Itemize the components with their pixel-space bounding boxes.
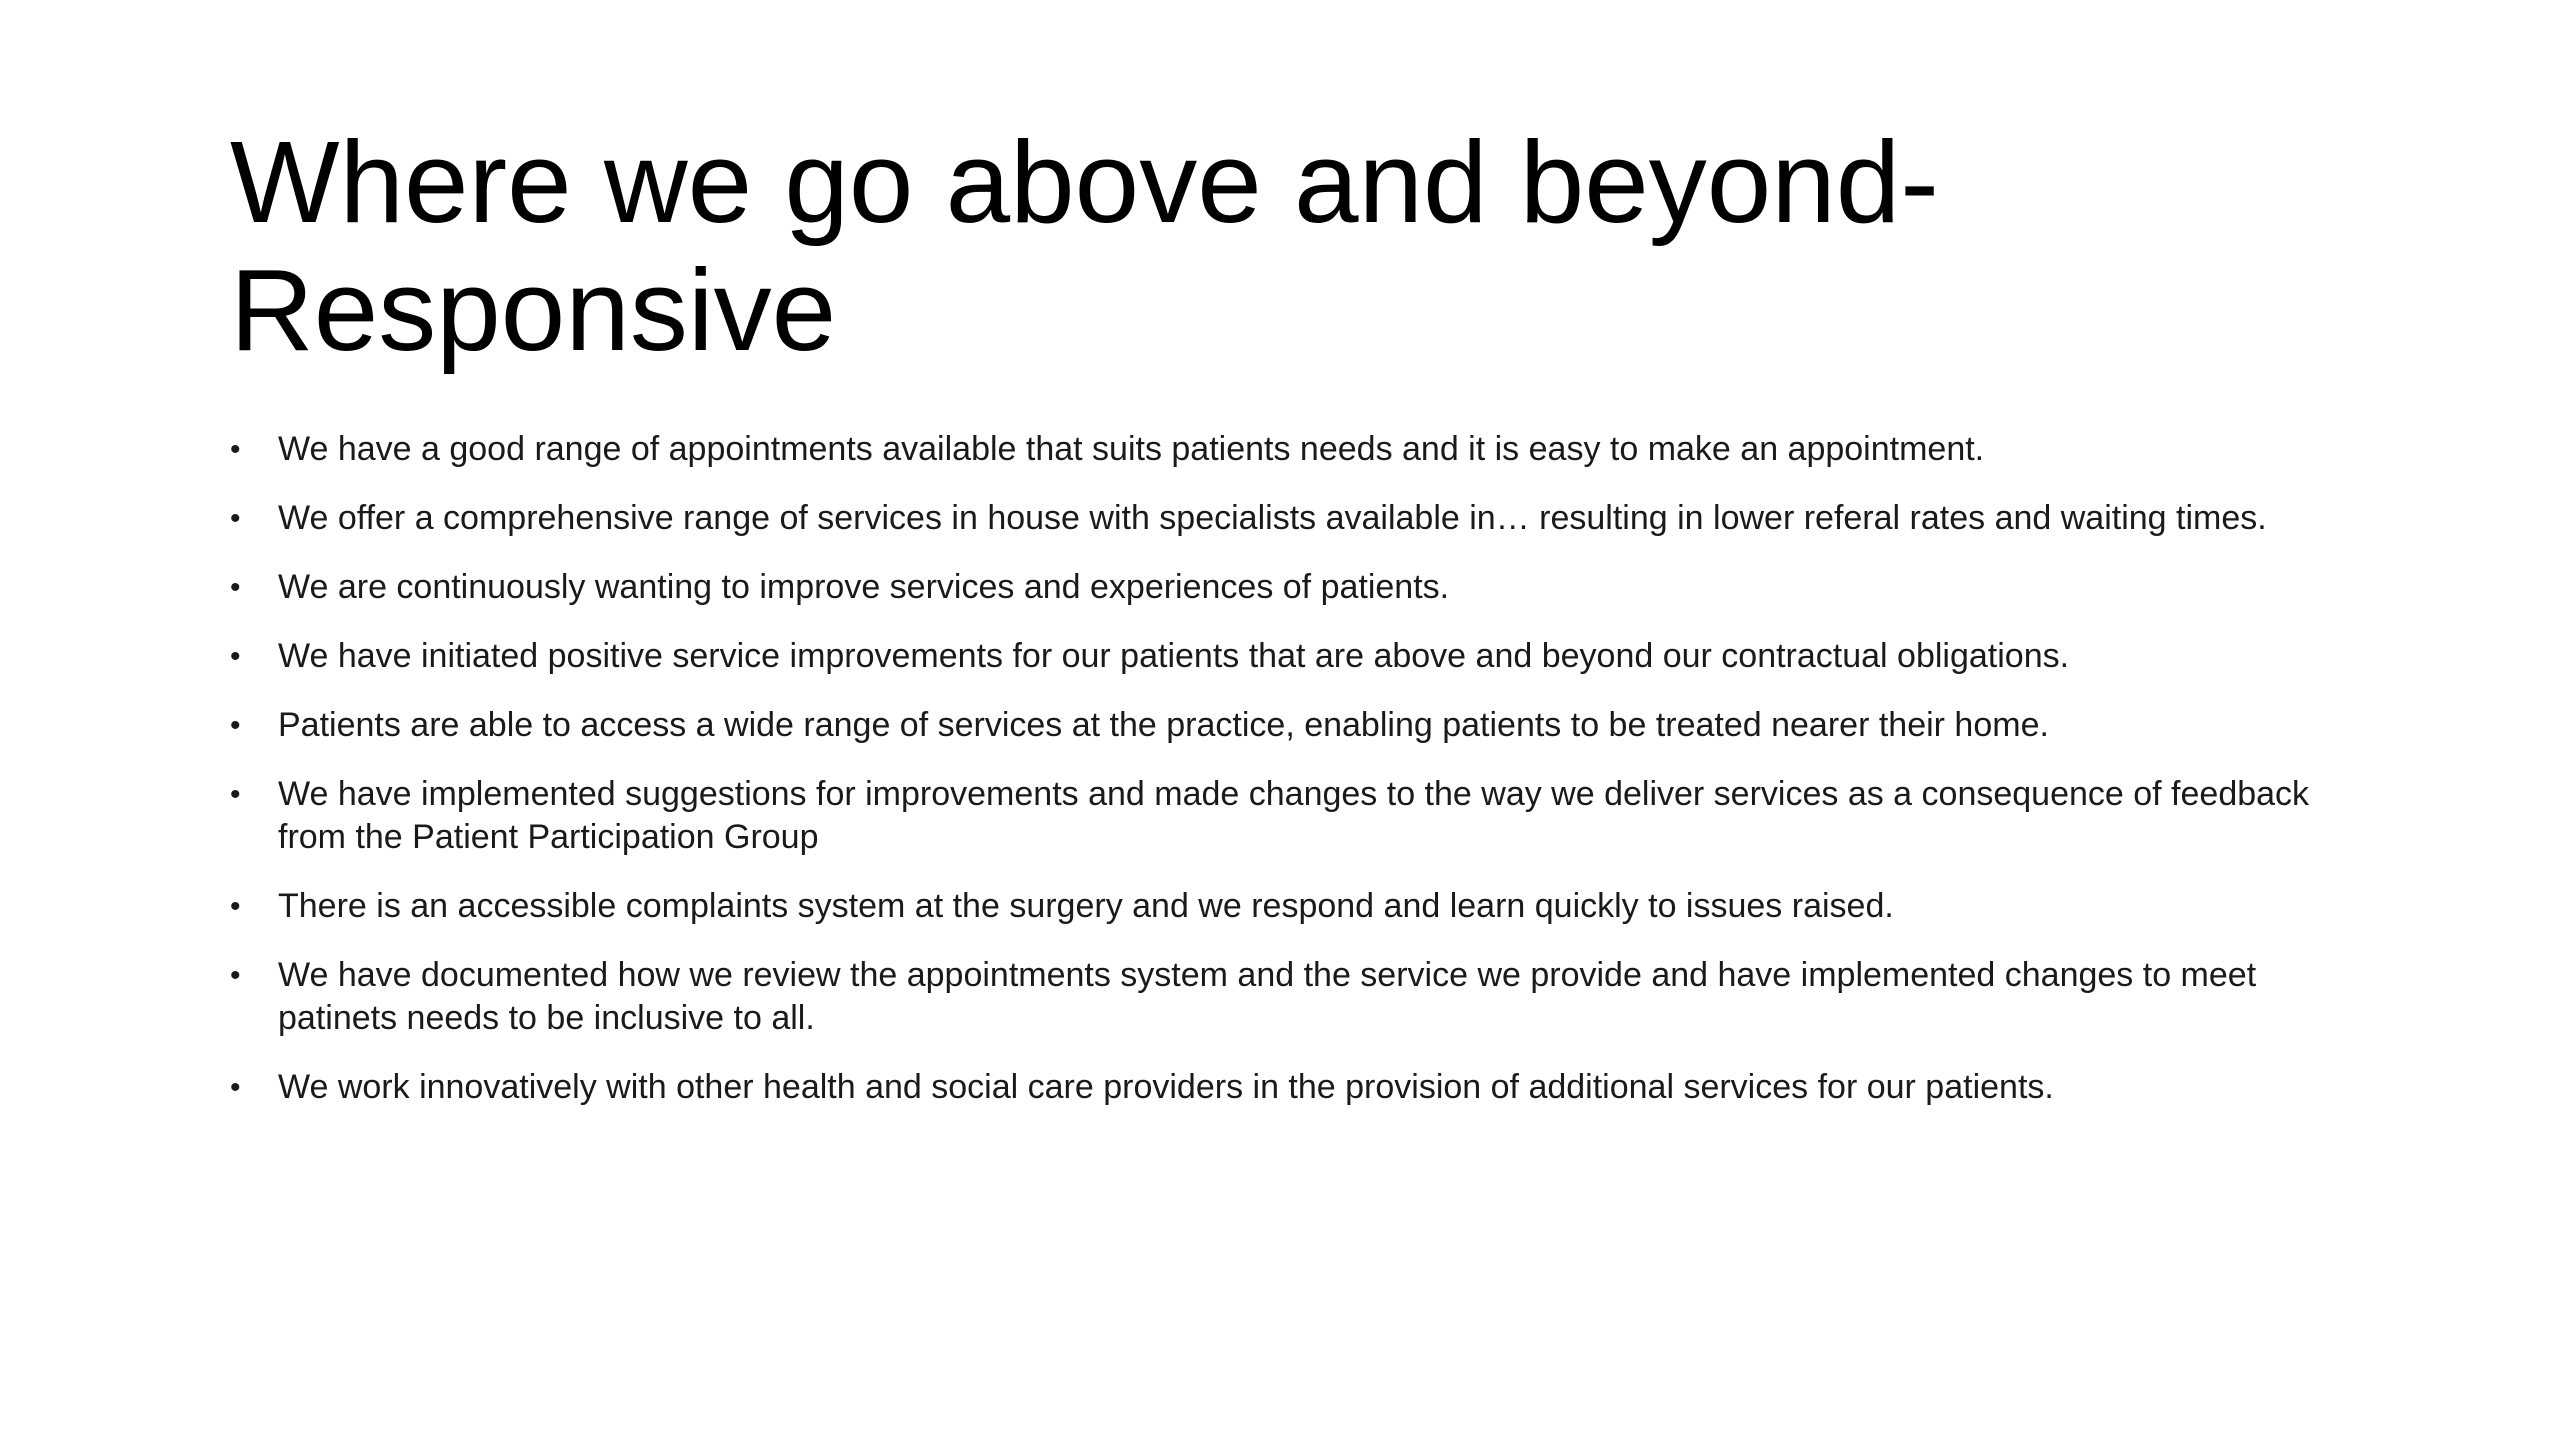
bullet-text: We are continuously wanting to improve services and experiences of patients. <box>278 568 1450 606</box>
bullet-text: We work innovatively with other health and social care providers in the provision of additional services for our patients. <box>278 1068 2054 1106</box>
bullet-marker: • <box>230 709 241 742</box>
slide-title-line-1: Where we go above and beyond- <box>230 117 1939 247</box>
bullet-text: Patients are able to access a wide range of services at the practice, enabling patients to be treated nearer their home. <box>278 706 2049 744</box>
bullet-item-complaints-system <box>230 885 2380 928</box>
bullet-item-access-services <box>230 704 2380 747</box>
bullet-list <box>230 428 2380 1135</box>
bullet-text: We have initiated positive service improvements for our patients that are above and beyond our contractual obligations. <box>278 637 2070 675</box>
bullet-item-ppg-feedback <box>230 773 2380 859</box>
bullet-item-partner-providers <box>230 1066 2380 1109</box>
bullet-marker: • <box>230 502 241 535</box>
bullet-text: We have a good range of appointments available that suits patients needs and it is easy to make an appointment. <box>278 430 1985 468</box>
bullet-marker: • <box>230 433 241 466</box>
bullet-item-in-house-services <box>230 497 2380 540</box>
bullet-item-appointments-review <box>230 954 2380 1040</box>
slide-title <box>230 118 2380 374</box>
bullet-text: We have implemented suggestions for improvements and made changes to the way we deliver services as a consequence of feedback from the Patient Participation Group <box>278 775 2310 856</box>
bullet-marker: • <box>230 640 241 673</box>
bullet-marker: • <box>230 959 241 992</box>
bullet-text: We offer a comprehensive range of services in house with specialists available in… resulting in lower referal rates and waiting times. <box>278 499 2267 537</box>
bullet-marker: • <box>230 890 241 923</box>
bullet-item-continuous-improvement <box>230 566 2380 609</box>
slide-title-line-2: Responsive <box>230 245 837 375</box>
bullet-item-service-improvements <box>230 635 2380 678</box>
bullet-text: There is an accessible complaints system at the surgery and we respond and learn quickly to issues raised. <box>278 887 1894 925</box>
bullet-marker: • <box>230 778 241 811</box>
bullet-marker: • <box>230 1071 241 1104</box>
bullet-marker: • <box>230 571 241 604</box>
bullet-text: We have documented how we review the appointments system and the service we provide and have implemented changes to meet patinets needs to be inclusive to all. <box>278 956 2257 1037</box>
bullet-item-appointments <box>230 428 2380 471</box>
